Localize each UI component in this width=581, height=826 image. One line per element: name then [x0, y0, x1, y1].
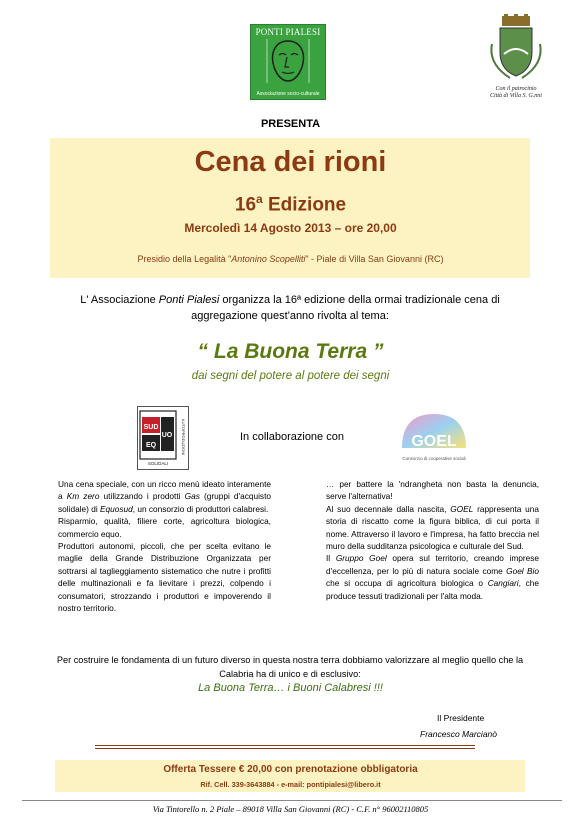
- logo-org-name: PONTI PIALESI: [255, 27, 321, 37]
- footer-divider: [22, 800, 562, 801]
- right-text-3c: che si occupa di agricoltura biologica o: [326, 578, 488, 589]
- patronage-line-1: Con il patrocinio: [495, 86, 537, 92]
- left-text-1: Una cena speciale, con un ricco menù ideato interamente a: [58, 479, 271, 502]
- right-em-gruppo-goel: Gruppo Goel: [335, 553, 387, 564]
- right-text-3d: , che produce tessuti tradizionali per l'alta moda.: [326, 578, 539, 601]
- left-paragraph-1: [58, 478, 271, 515]
- offer-text: Offerta Tessere € 20,00 con prenotazione obbligatoria: [163, 764, 418, 775]
- right-column-text: [326, 478, 539, 602]
- president-name: Francesco Marcianò: [420, 729, 498, 739]
- right-em-goel: GOEL: [450, 503, 474, 514]
- municipal-crest-icon: [480, 14, 552, 84]
- edition-number: 16: [234, 194, 257, 216]
- divider-line: [95, 745, 475, 746]
- equosud-logo: [137, 406, 189, 470]
- venue-name: Antonino Scopelliti: [231, 254, 306, 264]
- president-title: Il Presidente: [437, 713, 485, 723]
- right-text-2a: Al suo decennale dalla nascita,: [326, 503, 451, 514]
- right-em-cangiari: Cangiari: [487, 578, 519, 589]
- svg-text:Consorzio di cooperative socia: Consorzio di cooperative sociali: [402, 456, 466, 461]
- svg-text:EQ: EQ: [145, 442, 157, 449]
- ponti-pialesi-logo: [250, 24, 326, 100]
- right-text-2b: rappresenta una storia di riscatto come la figura biblica, di cui porta il nome. Attraverso il lavoro e l'impresa, ha fatto breccia nel muro della sudditanza psicologica e culturale del Sud.: [326, 503, 539, 552]
- theme-title: “ La Buona Terra ”: [197, 340, 384, 363]
- left-text-3: (gruppi d'acquisto solidale) di: [58, 491, 271, 514]
- right-paragraph-1: … per battere la 'ndrangheta non basta la denuncia, serve l'alternativa!: [326, 479, 539, 502]
- svg-text:SUD: SUD: [143, 424, 159, 431]
- footer-address: Via Tintorello n. 2 Piale – 89018 Villa San Giovanni (RC) - C.F. n° 96002110805: [152, 804, 429, 814]
- patronage-text: [470, 86, 562, 100]
- svg-text:SOLIDALI: SOLIDALI: [147, 461, 169, 466]
- venue-suffix: " - Piale di Villa San Giovanni (RC): [305, 254, 444, 264]
- event-venue: [0, 254, 581, 264]
- left-em-km-zero: Km zero: [66, 491, 100, 502]
- collaboration-label: In collaborazione con: [240, 431, 344, 443]
- edition-suffix: a: [256, 192, 263, 206]
- goel-logo-icon: [394, 408, 474, 468]
- left-column-text: [58, 478, 271, 614]
- left-text-2: utilizzando i prodotti: [99, 491, 185, 502]
- event-edition: [0, 192, 581, 216]
- presenta-label: PRESENTA: [260, 118, 321, 130]
- edition-word: Edizione: [267, 194, 347, 216]
- right-text-3b: opera sul territorio, creando imprese d'eccellenza, per lo più di natura sociale come: [326, 553, 539, 576]
- intro-org-name: Ponti Pialesi: [158, 294, 220, 306]
- right-paragraph-2: [326, 503, 539, 553]
- closing-slogan: La Buona Terra… i Buoni Calabresi !!!: [198, 682, 383, 694]
- right-text-3a: Il: [326, 553, 336, 564]
- left-paragraph-3: Produttori autonomi, piccoli, che per scelta evitano le maglie della Grande Distribuzione Organizzata per sottrarsi al taglieggiamento sistematico che nutre i profitti delle multinazionali e fa lievitare i prezzi, colpendo i consumatori, strozzando i produttori e impoverendo il nostro territorio.: [58, 541, 271, 614]
- equosud-mark-icon: [138, 407, 188, 469]
- venue-prefix: Presidio della Legalità ": [137, 254, 232, 264]
- offer-contact: Rif. Cell. 339-3643884 - e-mail: pontipialesi@libero.it: [200, 780, 381, 789]
- svg-text:GOEL: GOEL: [411, 433, 457, 450]
- face-sketch-icon: [261, 37, 315, 85]
- svg-text:AUTOPRODUZIONI: AUTOPRODUZIONI: [181, 418, 186, 456]
- logo-tagline: Associazione socio-culturale: [256, 91, 320, 97]
- left-text-4: , un consorzio di produttori calabresi.: [132, 503, 269, 514]
- left-em-gas: Gas: [184, 491, 200, 502]
- svg-text:UO: UO: [161, 432, 173, 439]
- event-title: Cena dei rioni: [194, 146, 387, 178]
- intro-part-2: organizza la 16ª edizione della ormai tradizionale cena di aggregazione quest'anno rivolta al tema:: [191, 294, 500, 322]
- left-paragraph-2: Risparmio, qualità, filiere corte, agricoltura biologica, commercio equo.: [58, 516, 271, 539]
- intro-part-1: L' Associazione: [80, 294, 159, 306]
- closing-paragraph: Per costruire le fondamenta di un futuro diverso in questa nostra terra dobbiamo valorizzare al meglio quello che la Calabria ha di unico e di esclusivo:: [56, 655, 524, 679]
- right-paragraph-3: [326, 552, 539, 602]
- right-em-goel-bio: Goel Bio: [506, 565, 539, 576]
- patronage-line-2: Città di Villa S. G.nni: [490, 93, 542, 99]
- divider-line: [95, 748, 475, 749]
- intro-paragraph: [60, 292, 520, 324]
- left-em-equosud: Equosud: [99, 503, 133, 514]
- theme-subtitle: dai segni del potere al potere dei segni: [191, 370, 390, 382]
- event-date: Mercoledì 14 Agosto 2013 – ore 20,00: [184, 221, 397, 235]
